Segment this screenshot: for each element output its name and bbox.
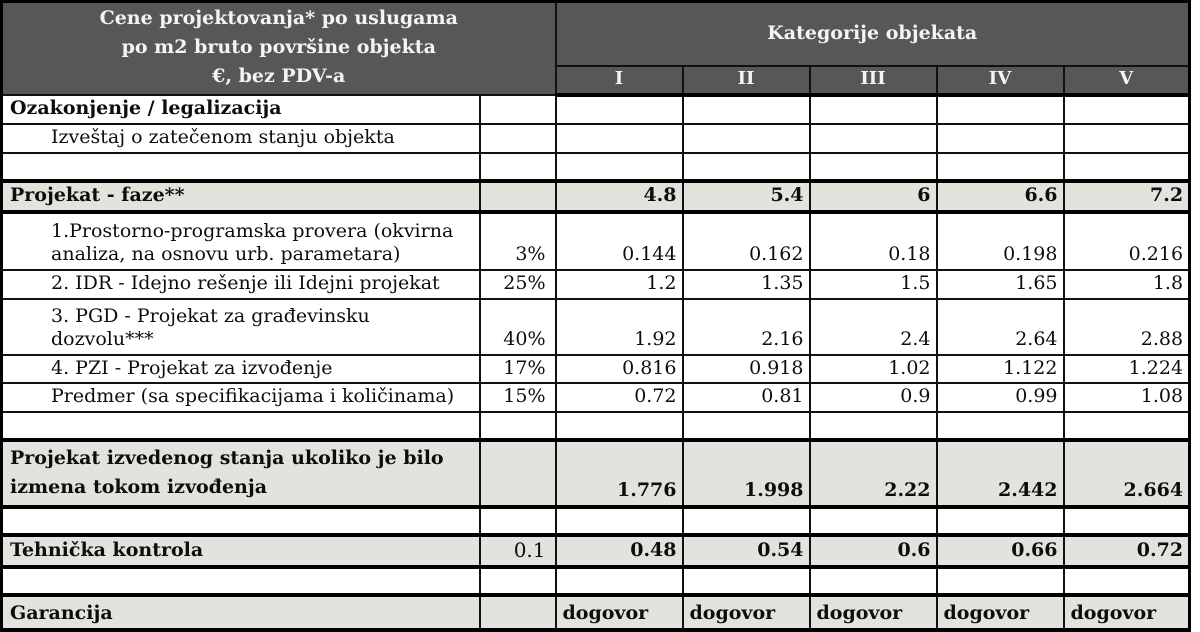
value-cell: 2.88 <box>1064 299 1190 355</box>
value-cell: 2.22 <box>810 440 937 507</box>
pct-cell <box>480 153 556 181</box>
value-cell: 2.64 <box>937 299 1064 355</box>
value-cell: 0.198 <box>937 212 1064 270</box>
value-cell <box>556 95 683 124</box>
pct-cell: 3% <box>480 212 556 270</box>
pct-cell <box>480 181 556 212</box>
table-row-idr <box>2 270 1190 299</box>
value-cell: 1.224 <box>1064 355 1190 384</box>
pct-cell <box>480 440 556 507</box>
value-cell <box>937 412 1064 440</box>
value-cell: 1.5 <box>810 270 937 299</box>
value-cell: 4.8 <box>556 181 683 212</box>
value-cell: 0.816 <box>556 355 683 384</box>
pct-cell <box>480 124 556 153</box>
value-cell: 0.918 <box>683 355 810 384</box>
column-header-II: II <box>683 66 810 95</box>
value-cell <box>1064 567 1190 595</box>
pct-cell: 40% <box>480 299 556 355</box>
table-row-predmer <box>2 383 1190 412</box>
row-label-cell: 1.Prostorno-programska provera (okvirna analiza, na osnovu urb. parametara) <box>2 212 480 270</box>
pct-cell: 15% <box>480 383 556 412</box>
column-header-III: III <box>810 66 937 95</box>
value-cell <box>810 153 937 181</box>
value-cell: 7.2 <box>1064 181 1190 212</box>
value-cell: 0.144 <box>556 212 683 270</box>
value-cell <box>1064 412 1190 440</box>
table-row-pgd <box>2 299 1190 355</box>
value-cell: 0.216 <box>1064 212 1190 270</box>
row-label-cell: Predmer (sa specifikacijama i količinama) <box>2 383 480 412</box>
table-row-izvestaj <box>2 124 1190 153</box>
value-cell <box>810 567 937 595</box>
value-cell <box>810 124 937 153</box>
value-cell <box>810 412 937 440</box>
value-cell <box>683 153 810 181</box>
value-cell: 0.18 <box>810 212 937 270</box>
value-cell: 0.162 <box>683 212 810 270</box>
column-header-V: V <box>1064 66 1190 95</box>
value-cell: 1.02 <box>810 355 937 384</box>
table-row-prostorno-provera <box>2 212 1190 270</box>
table-row-empty <box>2 507 1190 535</box>
value-cell <box>1064 95 1190 124</box>
table-row-ozakonjenje <box>2 95 1190 124</box>
pct-cell: 17% <box>480 355 556 384</box>
table-row-pzi <box>2 355 1190 384</box>
table-row-projekat-faze <box>2 181 1190 212</box>
value-cell <box>1064 124 1190 153</box>
value-cell: 0.6 <box>810 535 937 567</box>
value-cell: 5.4 <box>683 181 810 212</box>
pct-cell <box>480 95 556 124</box>
row-label-cell: 4. PZI - Projekat za izvođenje <box>2 355 480 384</box>
value-cell <box>1064 507 1190 535</box>
table-row-projekat-izvedenog-stanja <box>2 440 1190 507</box>
pct-cell: 25% <box>480 270 556 299</box>
value-cell <box>810 507 937 535</box>
table-row-empty <box>2 412 1190 440</box>
pct-cell <box>480 412 556 440</box>
row-label-cell: 3. PGD - Projekat za građevinsku dozvolu*** <box>2 299 480 355</box>
row-label-cell: Projekat - faze** <box>2 181 480 212</box>
value-cell: 2.664 <box>1064 440 1190 507</box>
value-cell: dogovor <box>556 595 683 630</box>
value-cell <box>1064 153 1190 181</box>
column-header-IV: IV <box>937 66 1064 95</box>
value-cell: 1.2 <box>556 270 683 299</box>
value-cell <box>556 567 683 595</box>
categories-title-cell: Kategorije objekata <box>556 2 1190 66</box>
row-label-cell: 2. IDR - Idejno rešenje ili Idejni projekat <box>2 270 480 299</box>
table-row-empty <box>2 567 1190 595</box>
pct-cell <box>480 595 556 630</box>
table-row-empty <box>2 153 1190 181</box>
value-cell: 0.72 <box>1064 535 1190 567</box>
value-cell: 1.35 <box>683 270 810 299</box>
column-header-I: I <box>556 66 683 95</box>
value-cell <box>937 507 1064 535</box>
value-cell <box>683 507 810 535</box>
value-cell: 2.442 <box>937 440 1064 507</box>
value-cell: 0.99 <box>937 383 1064 412</box>
value-cell: 2.4 <box>810 299 937 355</box>
value-cell <box>937 95 1064 124</box>
value-cell: 6.6 <box>937 181 1064 212</box>
table-header-row-1 <box>2 2 1190 66</box>
value-cell <box>937 153 1064 181</box>
table-title-line-3: €, bez PDV-a <box>212 65 346 87</box>
row-label-cell <box>2 507 480 535</box>
value-cell <box>683 95 810 124</box>
row-label-cell <box>2 567 480 595</box>
value-cell: 1.776 <box>556 440 683 507</box>
value-cell: dogovor <box>1064 595 1190 630</box>
value-cell <box>683 412 810 440</box>
row-label-cell: Ozakonjenje / legalizacija <box>2 95 480 124</box>
pct-cell: 0.1 <box>480 535 556 567</box>
value-cell <box>683 124 810 153</box>
pct-cell <box>480 567 556 595</box>
value-cell <box>556 412 683 440</box>
value-cell: 0.66 <box>937 535 1064 567</box>
value-cell <box>937 567 1064 595</box>
value-cell: 0.48 <box>556 535 683 567</box>
table-row-tehnicka-kontrola <box>2 535 1190 567</box>
value-cell: dogovor <box>810 595 937 630</box>
value-cell: 6 <box>810 181 937 212</box>
row-label-cell: Izveštaj o zatečenom stanju objekta <box>2 124 480 153</box>
value-cell: 1.92 <box>556 299 683 355</box>
value-cell: 2.16 <box>683 299 810 355</box>
table-title-line-2: po m2 bruto površine objekta <box>121 36 436 58</box>
value-cell: 1.8 <box>1064 270 1190 299</box>
value-cell <box>556 124 683 153</box>
value-cell <box>937 124 1064 153</box>
value-cell: 0.81 <box>683 383 810 412</box>
value-cell: dogovor <box>937 595 1064 630</box>
value-cell: 0.9 <box>810 383 937 412</box>
value-cell <box>683 567 810 595</box>
value-cell <box>556 507 683 535</box>
value-cell <box>810 95 937 124</box>
value-cell: dogovor <box>683 595 810 630</box>
value-cell: 0.54 <box>683 535 810 567</box>
table-row-garancija <box>2 595 1190 630</box>
value-cell: 1.08 <box>1064 383 1190 412</box>
value-cell: 1.65 <box>937 270 1064 299</box>
row-label-cell <box>2 412 480 440</box>
value-cell <box>556 153 683 181</box>
table-title-cell <box>2 2 556 96</box>
pct-cell <box>480 507 556 535</box>
row-label-cell: Projekat izvedenog stanja ukoliko je bilo izmena tokom izvođenja <box>2 440 480 507</box>
value-cell: 0.72 <box>556 383 683 412</box>
row-label-cell: Tehnička kontrola <box>2 535 480 567</box>
value-cell: 1.998 <box>683 440 810 507</box>
row-label-cell: Garancija <box>2 595 480 630</box>
table-title-line-1: Cene projektovanja* po uslugama <box>99 7 458 29</box>
value-cell: 1.122 <box>937 355 1064 384</box>
row-label-cell <box>2 153 480 181</box>
